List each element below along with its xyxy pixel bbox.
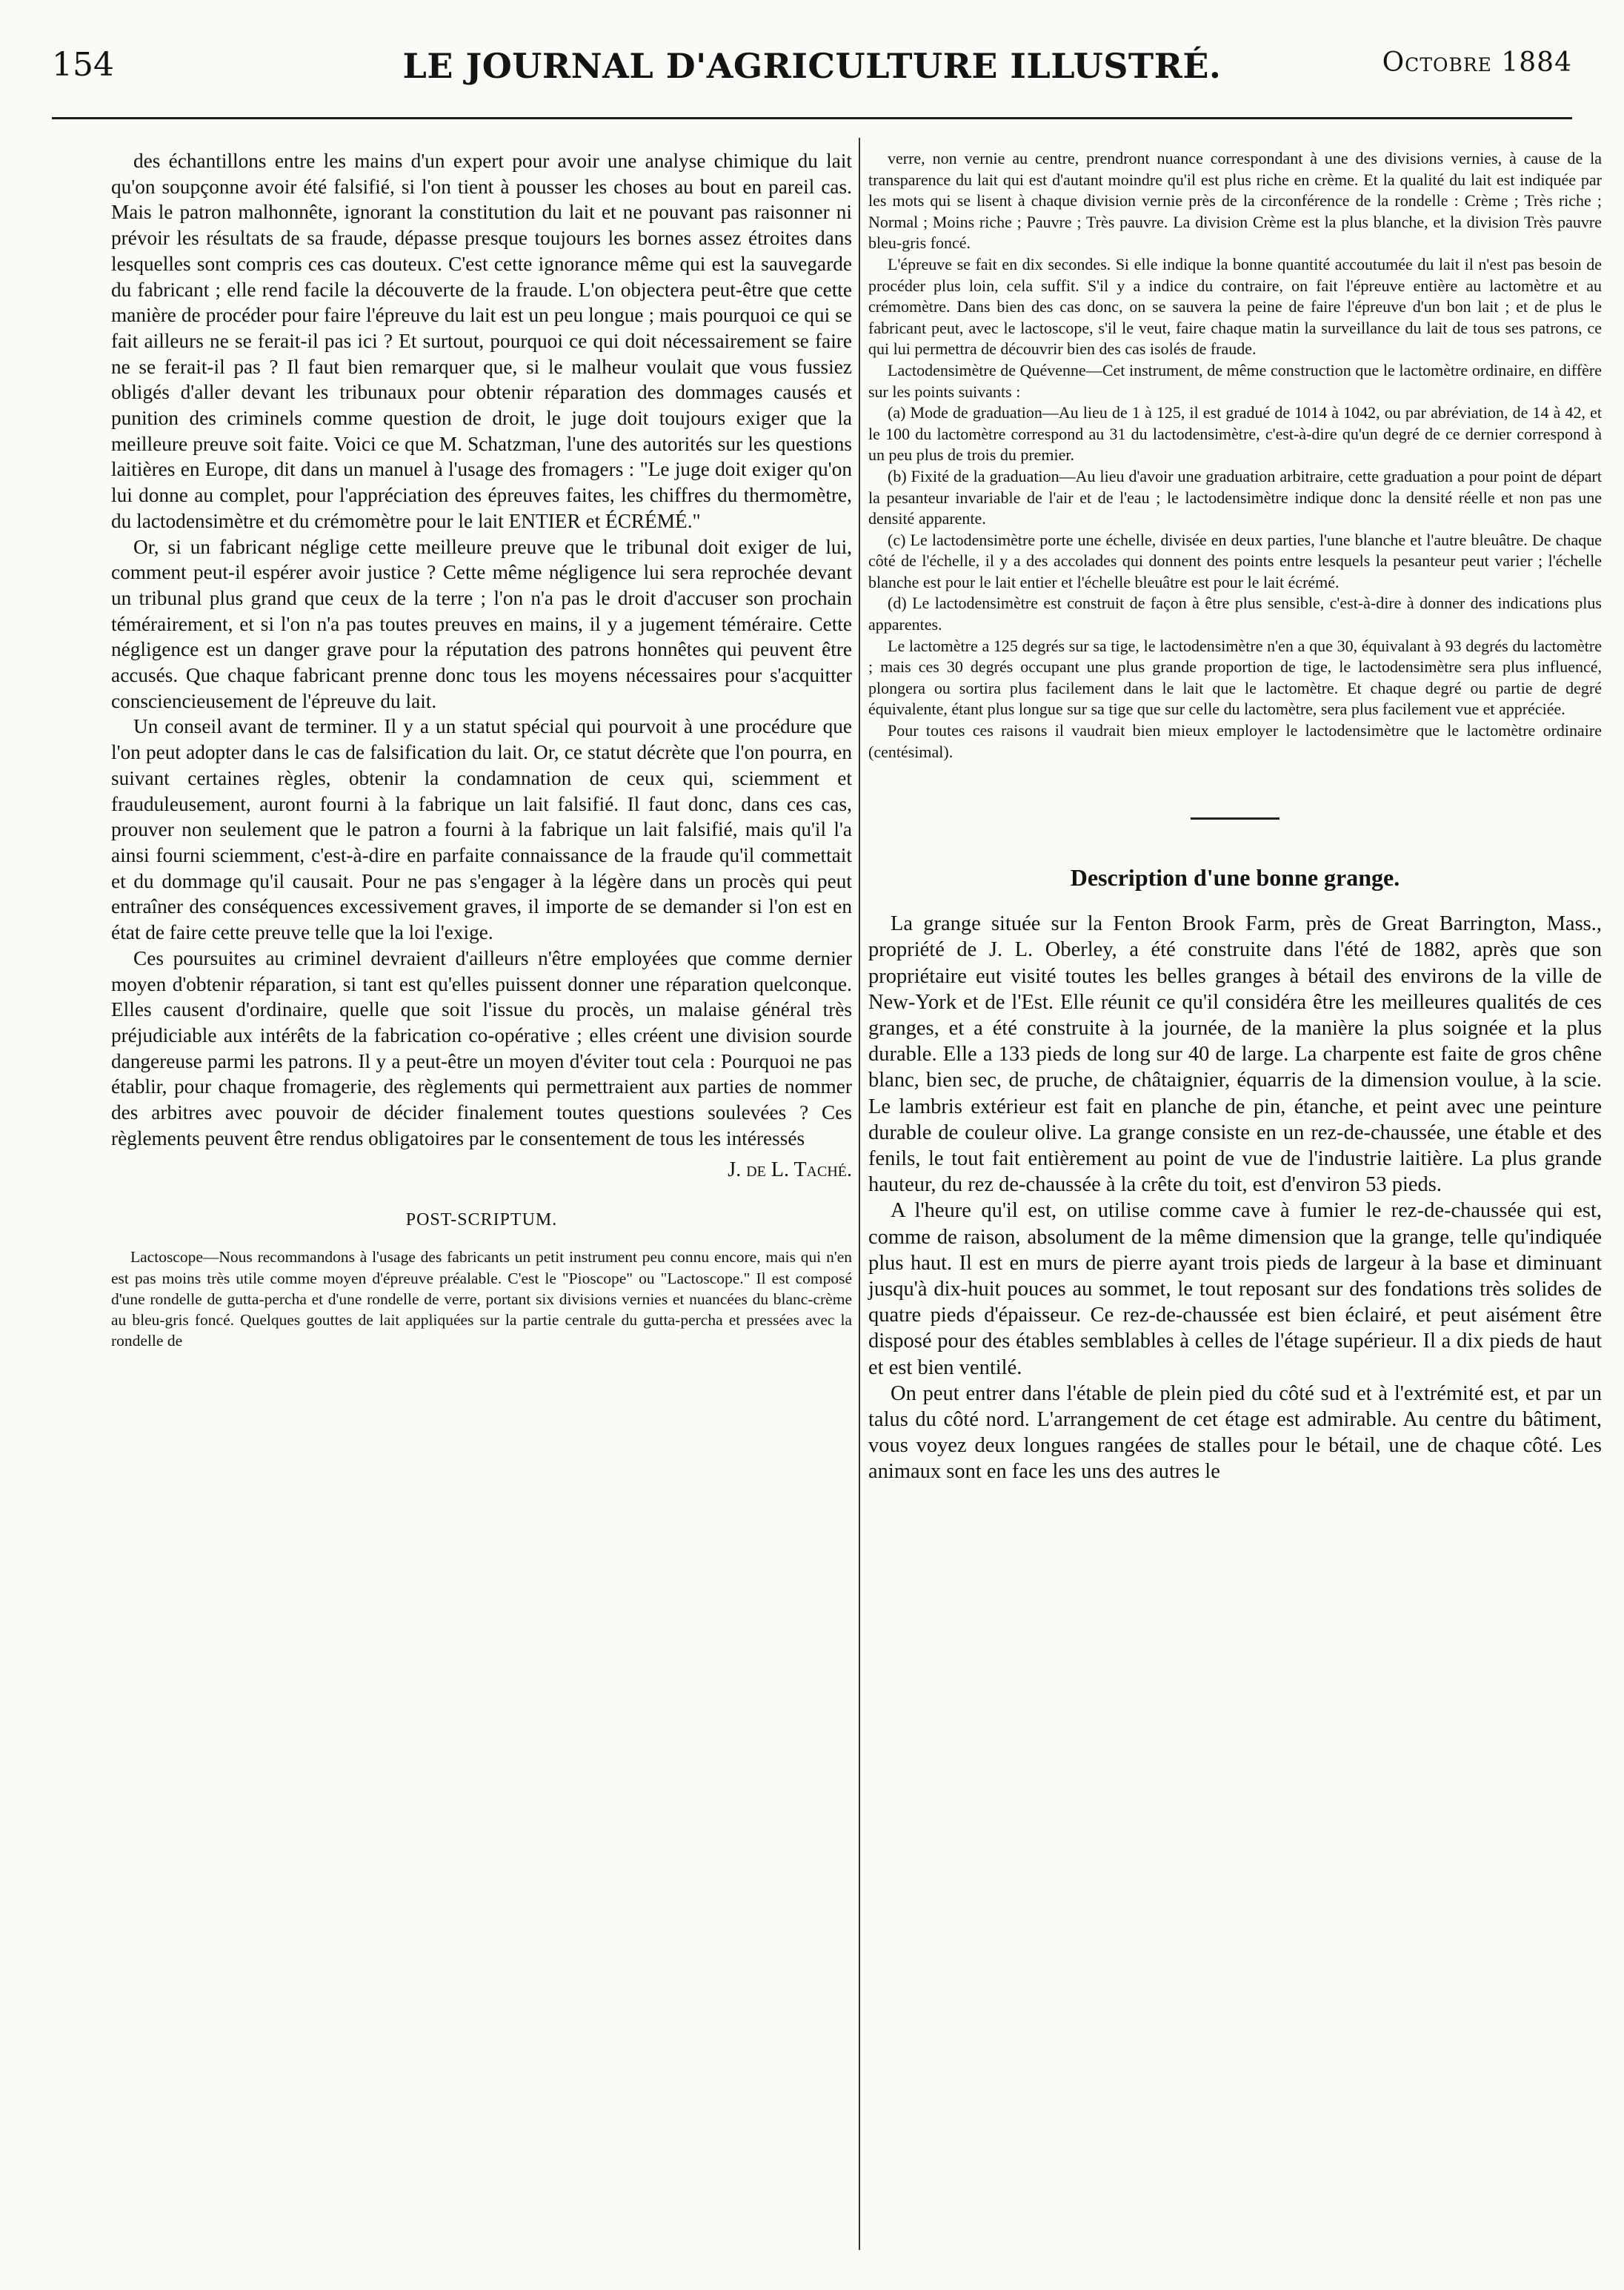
paragraph: (c) Le lactodensimètre porte une échelle, divisée en deux parties, l'une blanche et l'autre bleuâtre. De chaque côté de l'échelle, il y a des accolades qui donnent des points entre lesquels la pesanteur peut varier ; l'échelle blanche est pour le lait entier et l'échelle bleuâtre est pour le lait écrémé. bbox=[868, 530, 1602, 591]
paragraph: (b) Fixité de la graduation—Au lieu d'avoir une graduation arbitraire, cette graduation a pour point de départ la pesanteur invariable de l'air et de l'eau ; le lactodensimètre indique donc la densité réelle et non pas une densité apparente. bbox=[868, 466, 1602, 528]
postscript-continuation bbox=[868, 148, 1602, 763]
paragraph: Ces poursuites au criminel devraient d'ailleurs n'être employées que comme dernier moyen d'obtenir réparation, si tant est qu'elles puissent donner une réparation quelconque. Elles causent d'ordinaire, quelle que soit l'issue du procès, un malaise général très préjudiciable aux intérêts de la fabrication co-opérative ; elles créent une division sourde dangereuse parmi les patrons. Il y a peut-être un moyen d'éviter tout cela : Pourquoi ne pas établir, pour chaque fromagerie, des règlements qui permettraient aux parties de nommer des arbitres avec pouvoir de décider finalement toutes questions soulevées ? Ces règlements peuvent être rendus obligatoires par le consentement de tous les intéressés bbox=[111, 946, 852, 1149]
header-rule bbox=[52, 117, 1572, 119]
article-body bbox=[111, 148, 852, 1151]
paragraph: Or, si un fabricant néglige cette meilleure preuve que le tribunal doit exiger de lui, comment peut-il espérer avoir justice ? Cette même négligence lui sera reprochée devant un tribunal plus grand que ceux de la terre ; l'on n'a pas le droit d'accuser son prochain témérairement, et si l'on n'a pas toutes preuves en mains, il y a jugement téméraire. Cette négligence est un danger grave pour la réputation des patrons honnêtes qui peuvent être accusés. Que chaque fabricant prenne donc tous les moyens nécessaires pour s'acquitter consciencieusement de l'épreuve du lait. bbox=[111, 535, 852, 712]
article-body bbox=[868, 911, 1602, 1484]
postscript-title: POST-SCRIPTUM. bbox=[405, 1210, 558, 1230]
column-divider bbox=[859, 138, 860, 2250]
paragraph: Lactodensimètre de Quévenne—Cet instrument, de même construction que le lactomètre ordinaire, en diffère sur les points suivants : bbox=[868, 360, 1602, 401]
author-signature: J. de L. Taché. bbox=[728, 1158, 852, 1182]
postscript-body bbox=[111, 1247, 852, 1351]
paragraph: Un conseil avant de terminer. Il y a un statut spécial qui pourvoit à une procédure que l'on peut adopter dans le cas de falsification du lait. Or, ce statut décrète que l'on pourra, en suivant certaines règles, obtenir la condamnation de ceux qui, sciemment et frauduleusement, auront fourni à la fabrique un lait falsifié. Il faut donc, dans ces cas, prouver non seulement que le patron a fourni à la fabrique un lait falsifié, mais qu'il l'a ainsi fourni sciemment, c'est-à-dire en parfaite connaissance de la fraude qu'il commettait et du dommage qu'il causait. Pour ne pas s'engager à la légère dans un procès qui peut entraîner des conséquences excessivement graves, il importe de se demander si l'on est en état de faire cette preuve telle que la loi l'exige. bbox=[111, 715, 852, 944]
paragraph: A l'heure qu'il est, on utilise comme cave à fumier le rez-de-chaussée qui est, comme de raison, absolument de la même dimension que la grange, telle qu'indiquée plus haut. Il est en murs de pierre ayant trois pieds de largeur à la base et diminuant jusqu'à dix-huit pouces au sommet, le tout reposant sur des fondations très solides de quatre pieds d'épaisseur. Ce rez-de-chaussée est bien éclairé, et peut aisément être disposé pour des étables semblables à celles de l'étage supérieur. Il a dix pieds de haut et est bien ventilé. bbox=[868, 1199, 1602, 1379]
paragraph: La grange située sur la Fenton Brook Farm, près de Great Barrington, Mass., propriété de J. L. Oberley, a été construite dans l'été de 1882, après que son propriétaire eut visité toutes les belles granges à bétail des environs de la ville de New-York et de l'Est. Elle réunit ce qu'il considéra être les meilleures qualités de ces granges, et a été construite à la journée, de la manière la plus soignée et la plus durable. Elle a 133 pieds de long sur 40 de large. La charpente est faite de gros chêne blanc, bien sec, de pruche, de châtaignier, équarris de la dimension voulue, à la scie. Le lambris extérieur est fait en planche de pin, étanche, et peint avec une peinture durable de couleur olive. La grange consiste en un rez-de-chaussée, une étable et des fenils, le tout fait entièrement au point de vue de l'industrie laitière. La plus grande hauteur, du rez de-chaussée à la crête du toit, est d'environ 53 pieds. bbox=[868, 912, 1602, 1197]
section-rule bbox=[1191, 817, 1279, 820]
page-number: 154 bbox=[52, 46, 114, 84]
paragraph: Lactoscope—Nous recommandons à l'usage des fabricants un petit instrument peu connu encore, mais qui n'en est pas moins très utile comme moyen d'épreuve préalable. C'est le "Pioscope" ou "Lactoscope." Il est composé d'une rondelle de gutta-percha et d'une rondelle de verre, portant six divisions vernies et nuancées du blanc-crème au bleu-gris foncé. Quelques gouttes de lait appliquées sur la partie centrale du gutta-percha et pressées avec la rondelle de bbox=[111, 1248, 852, 1350]
right-column bbox=[868, 148, 1602, 1485]
paragraph: On peut entrer dans l'étable de plein pied du côté sud et à l'extrémité est, et par un talus du côté nord. L'arrangement de cet étage est admirable. Au centre du bâtiment, vous voyez deux longues rangées de stalles pour le bétail, une de chaque côté. Les animaux sont en face les uns des autres le bbox=[868, 1381, 1602, 1484]
journal-title: LE JOURNAL D'AGRICULTURE ILLUSTRÉ. bbox=[402, 46, 1222, 86]
paragraph: des échantillons entre les mains d'un expert pour avoir une analyse chimique du lait qu'on soupçonne avoir été falsifié, si l'on tient à pousser les choses au bout en pareil cas. Mais le patron malhonnête, ignorant la constitution du lait et ne pouvant pas raisonner ni prévoir les résultats de sa fraude, dépasse presque toujours les bornes assez étroites dans lesquelles sont compris ces cas douteux. C'est cette ignorance même qui est la sauvegarde du fabricant ; elle rend facile la découverte de la fraude. L'on objectera peut-être que cette manière de procéder pour faire l'épreuve du lait est un peu longue ; mais pourquoi ce qui se fait ailleurs ne se ferait-il pas ici ? Et surtout, pourquoi ce qui doit nécessairement se faire ne se ferait-il pas ? Il faut bien remarquer que, si le malheur voulait que vous fussiez obligés d'aller devant les tribunaux pour obtenir réparation des dommages causés et punition des criminels comme question de droit, le juge doit toujours exiger que la meilleure preuve soit faite. Voici ce que M. Schatzman, l'une des autorités sur les questions laitières en Europe, dit dans un manuel à l'usage des fromagers : "Le juge doit exiger qu'on lui donne au complet, pour l'appréciation des épreuves faites, les chiffres du thermomètre, du lactodensimètre et du crémomètre pour le lait ENTIER et ÉCRÉMÉ." bbox=[111, 150, 852, 532]
left-column bbox=[111, 148, 852, 1351]
paragraph: (d) Le lactodensimètre est construit de façon à être plus sensible, c'est-à-dire à donner des indications plus apparentes. bbox=[868, 594, 1602, 634]
paragraph: verre, non vernie au centre, prendront nuance correspondant à une des divisions vernies, à cause de la transparence du lait qui est d'autant moindre qu'il est plus riche en crème. Et la qualité du lait est indiquée par les mots qui se lisent à chaque division vernie près de la circonférence de la rondelle : Crème ; Très riche ; Normal ; Moins riche ; Pauvre ; Très pauvre. La division Crème est la plus blanche, et la division Très pauvre bleu-gris foncé. bbox=[868, 149, 1602, 253]
issue-date: Octobre 1884 bbox=[1382, 47, 1572, 78]
paragraph: (a) Mode de graduation—Au lieu de 1 à 125, il est gradué de 1014 à 1042, ou par abréviation, de 14 à 42, et le 100 du lactomètre correspond au 31 du lactodensimètre, c'est-à-dire qu'un degré de ce dernier correspond à un peu plus de trois du premier. bbox=[868, 403, 1602, 465]
paragraph: L'épreuve se fait en dix secondes. Si elle indique la bonne quantité accoutumée du lait il n'est pas besoin de procéder plus loin, cela suffit. S'il y a indice du contraire, on fait l'épreuve entière au lactomètre et au crémomètre. Dans bien des cas donc, on se sauvera la peine de faire l'épreuve d'un bon lait ; et de plus le fabricant peut, avec le lactoscope, s'il le veut, faire chaque matin la surveillance du lait de tous ses patrons, ce qui lui permettra de découvrir bien des cas isolés de fraude. bbox=[868, 254, 1602, 359]
section-title: Description d'une bonne grange. bbox=[1070, 864, 1400, 892]
paragraph: Pour toutes ces raisons il vaudrait bien mieux employer le lactodensimètre que le lactomètre ordinaire (centésimal). bbox=[868, 721, 1602, 761]
paragraph: Le lactomètre a 125 degrés sur sa tige, le lactodensimètre n'en a que 30, équivalant à 93 degrés du lactomètre ; mais ces 30 degrés occupant une plus grande proportion de tige, le lactodensimètre sera plus influencé, plongera ou sortira plus facilement dans le lait que le lactomètre. Et chaque degré ou partie de degré équivalente, étant plus longue sur sa tige que sur celle du lactomètre, sera plus facilement vue et appréciée. bbox=[868, 636, 1602, 719]
page-header bbox=[52, 46, 1572, 105]
